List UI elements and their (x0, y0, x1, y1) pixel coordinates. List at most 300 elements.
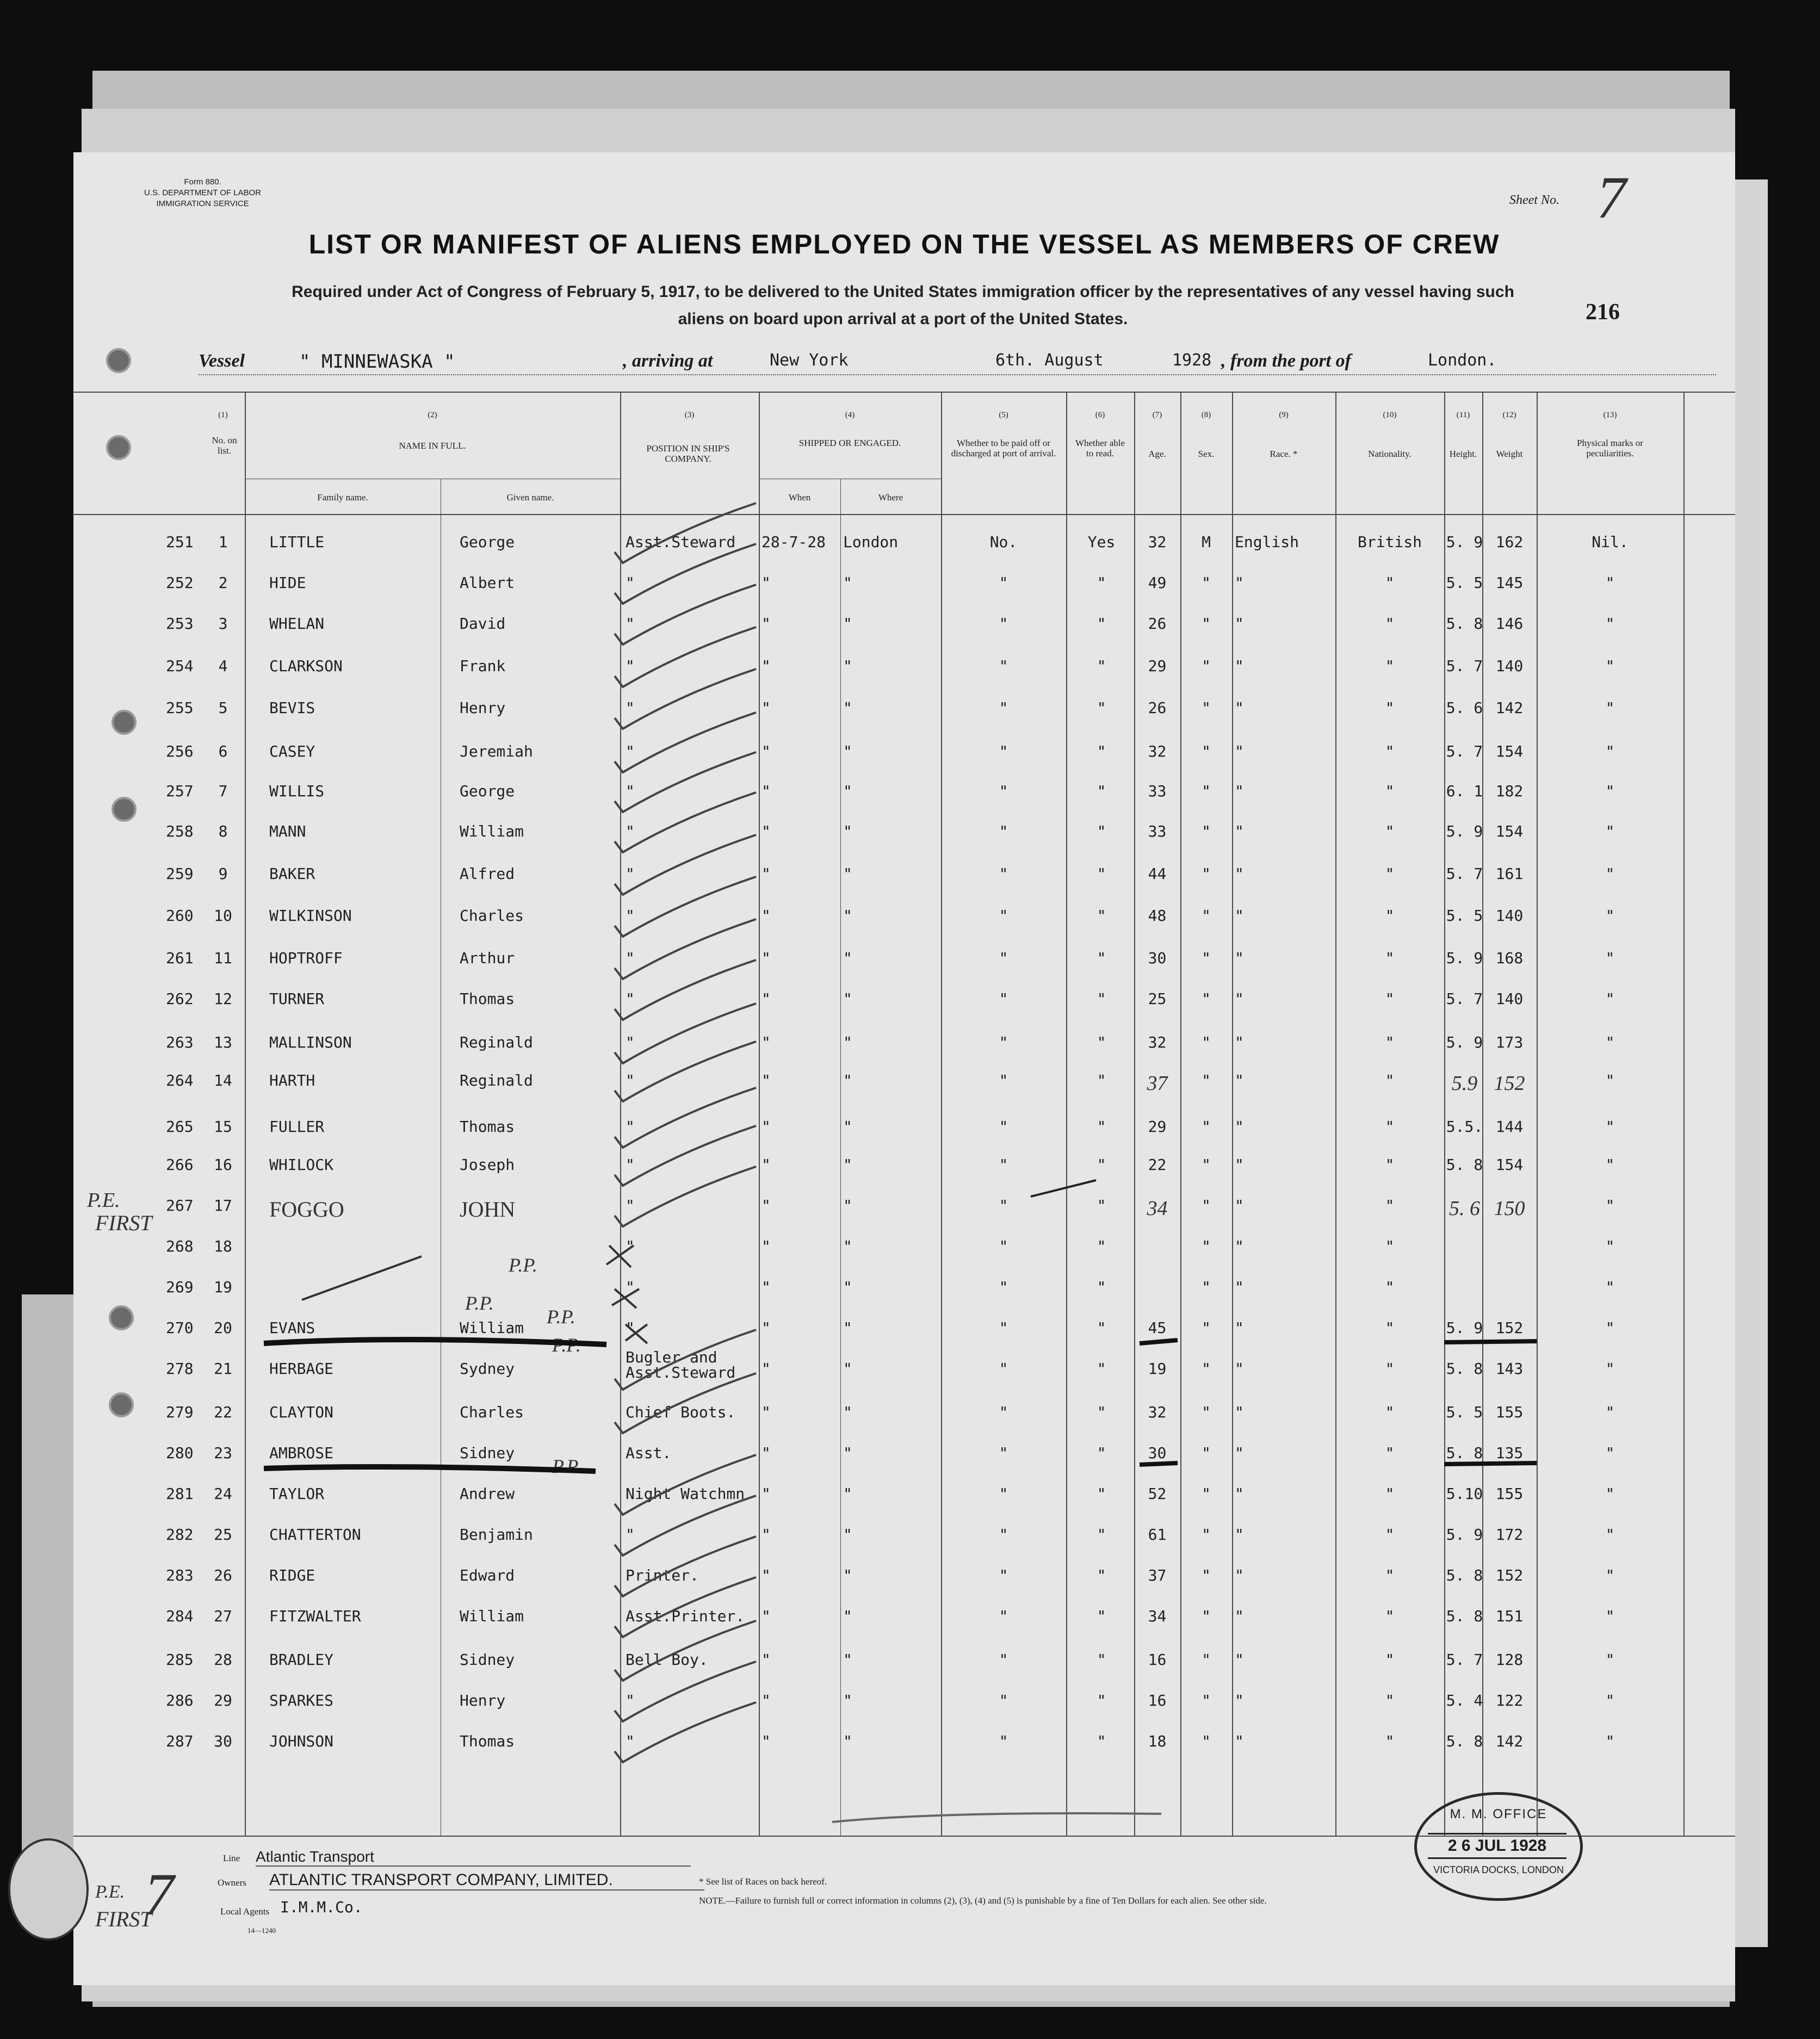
cell-height: 5. 7 (1446, 657, 1483, 675)
cell-position: " (626, 1197, 635, 1214)
check-mark (615, 1088, 756, 1148)
cell-sex: " (1202, 1071, 1211, 1089)
cell-nationality: " (1385, 1444, 1395, 1462)
punch-hole (106, 435, 131, 460)
cell-nationality: " (1385, 1237, 1395, 1255)
cell-where: " (843, 990, 852, 1008)
cell-when: " (762, 1732, 771, 1750)
cell-height: 5. 9 (1446, 949, 1483, 967)
cell-nationality: " (1385, 949, 1395, 967)
punch-hole (112, 797, 137, 822)
cell-when: " (762, 1526, 771, 1544)
cell-weight: 155 (1495, 1485, 1524, 1503)
cell-when: " (762, 1607, 771, 1625)
cell-sex: " (1202, 574, 1211, 592)
cell-nationality: " (1385, 742, 1395, 760)
manifest-sheet (73, 152, 1735, 1985)
cell-age: 26 (1148, 699, 1167, 717)
cell-given: Reginald (460, 1033, 533, 1051)
cell-where: " (843, 574, 852, 592)
col-header-family: Family name. (317, 492, 368, 503)
cell-race: " (1235, 1278, 1244, 1296)
cell-weight: 162 (1495, 533, 1524, 551)
cell-position: Asst.Steward (626, 533, 736, 551)
cell-paid: " (999, 1360, 1008, 1378)
cell-when: " (762, 1156, 771, 1174)
cell-age: 29 (1148, 657, 1167, 675)
cell-no: 14 (214, 1071, 232, 1089)
cell-nationality: " (1385, 657, 1395, 675)
cell-read: " (1097, 1071, 1106, 1089)
strike-ambrose (264, 1467, 596, 1471)
cell-age: 44 (1148, 865, 1167, 883)
sheet-number-label: Sheet No. (1509, 193, 1559, 207)
cancel-note: P.P. (509, 1254, 537, 1276)
col-header-nationality: Nationality. (1368, 449, 1412, 459)
cell-paid: " (999, 1566, 1008, 1584)
col-number: (3) (684, 411, 695, 419)
cell-paid: " (999, 657, 1008, 675)
cell-family: CLAYTON (269, 1403, 334, 1421)
cell-family: JOHNSON (269, 1732, 334, 1750)
handwritten-marks (73, 152, 1735, 1985)
cell-position: " (626, 865, 635, 883)
arrival-port: New York (770, 351, 849, 370)
cell-no: 26 (214, 1566, 232, 1584)
cell-read: " (1097, 1319, 1106, 1337)
margin-note: P.E. (87, 1189, 120, 1212)
cell-nationality: " (1385, 1691, 1395, 1709)
cell-given: Alfred (460, 865, 515, 883)
cell-family: CLARKSON (269, 657, 343, 675)
cell-age: 61 (1148, 1526, 1167, 1544)
cell-read: " (1097, 949, 1106, 967)
cell-no: 3 (218, 615, 228, 633)
cell-marks: " (1605, 1403, 1615, 1421)
col-header-marks: Physical marks or peculiarities. (1577, 438, 1643, 458)
cell-read: " (1097, 1526, 1106, 1544)
cell-position: Bell Boy. (626, 1651, 708, 1669)
serial-number: 270 (166, 1319, 194, 1337)
cell-read: " (1097, 574, 1106, 592)
cell-no: 21 (214, 1360, 232, 1378)
cell-when: " (762, 742, 771, 760)
cell-given: William (460, 822, 524, 840)
cross-mark (626, 1324, 647, 1343)
col-header-read: Whether able to read. (1075, 438, 1125, 458)
cell-no: 9 (218, 865, 228, 883)
cell-marks: " (1605, 1278, 1615, 1296)
cell-age: 19 (1148, 1360, 1167, 1378)
punch-hole (112, 710, 137, 735)
consul-seal (8, 1838, 89, 1941)
cell-given: Thomas (460, 1732, 515, 1750)
cell-race: " (1235, 1691, 1244, 1709)
cell-marks: Nil. (1592, 533, 1629, 551)
cell-sex: " (1202, 1319, 1211, 1337)
cell-given: William (460, 1319, 524, 1337)
cell-no: 27 (214, 1607, 232, 1625)
cell-where: " (843, 1197, 852, 1214)
cell-weight: 142 (1495, 699, 1524, 717)
cell-weight: 154 (1495, 742, 1524, 760)
cell-position: Bugler and Asst.Steward (626, 1348, 736, 1381)
owners-label: Owners (218, 1877, 246, 1888)
serial-number: 284 (166, 1607, 194, 1625)
cell-where: " (843, 822, 852, 840)
stamp-top: M. M. OFFICE (1450, 1807, 1547, 1821)
cell-position: " (626, 1732, 635, 1750)
cell-race: " (1235, 822, 1244, 840)
cell-sex: " (1202, 907, 1211, 925)
cell-family: BRADLEY (269, 1651, 334, 1669)
cell-age: 16 (1148, 1691, 1167, 1709)
cell-paid: " (999, 1197, 1008, 1214)
cell-paid: " (999, 949, 1008, 967)
cell-nationality: " (1385, 1360, 1395, 1378)
cell-age: 32 (1148, 1033, 1167, 1051)
cell-read: " (1097, 615, 1106, 633)
serial-number: 256 (166, 742, 194, 760)
cell-age: 37 (1147, 1072, 1168, 1095)
cell-when: " (762, 1118, 771, 1136)
cell-where: London (843, 533, 899, 551)
cell-age: 33 (1148, 782, 1167, 800)
cell-height: 5. 7 (1446, 1651, 1483, 1669)
cell-race: " (1235, 1156, 1244, 1174)
cell-race: " (1235, 1319, 1244, 1337)
cell-when: " (762, 615, 771, 633)
cell-position: " (626, 1691, 635, 1709)
line-label: Line (223, 1853, 240, 1863)
cell-read: " (1097, 1566, 1106, 1584)
serial-number: 280 (166, 1444, 194, 1462)
cell-family: MANN (269, 822, 306, 840)
cell-paid: " (999, 1485, 1008, 1503)
cell-family: MALLINSON (269, 1033, 352, 1051)
cell-no: 24 (214, 1485, 232, 1503)
serial-number: 265 (166, 1118, 194, 1136)
cell-sex: " (1202, 1607, 1211, 1625)
cell-height: 5. 9 (1446, 533, 1483, 551)
cell-marks: " (1605, 1526, 1615, 1544)
cell-height: 5. 9 (1446, 822, 1483, 840)
cell-family: FITZWALTER (269, 1607, 361, 1625)
cell-given: George (460, 782, 515, 800)
cell-height: 5. 5 (1446, 574, 1483, 592)
cell-family: RIDGE (269, 1566, 315, 1584)
cell-height: 5. 8 (1446, 1156, 1483, 1174)
cell-sex: " (1202, 699, 1211, 717)
cell-given: Joseph (460, 1156, 515, 1174)
cell-family: TAYLOR (269, 1485, 325, 1503)
serial-number: 260 (166, 907, 194, 925)
col-number: (2) (428, 411, 437, 419)
cell-marks: " (1605, 1197, 1615, 1214)
form-number: Form 880. (184, 177, 221, 187)
inspector-signature (832, 1813, 1161, 1822)
serial-number: 266 (166, 1156, 194, 1174)
cell-race: " (1235, 742, 1244, 760)
cell-height: 5. 8 (1446, 615, 1483, 633)
cell-age: 25 (1148, 990, 1167, 1008)
cell-when: " (762, 782, 771, 800)
cell-race: " (1235, 865, 1244, 883)
punch-hole (109, 1392, 134, 1417)
cell-when: " (762, 1071, 771, 1089)
cell-age: 33 (1148, 822, 1167, 840)
cell-race: " (1235, 1566, 1244, 1584)
cell-position: Asst.Printer. (626, 1607, 745, 1625)
serial-number: 283 (166, 1566, 194, 1584)
cell-where: " (843, 1033, 852, 1051)
cell-given: George (460, 533, 515, 551)
cell-marks: " (1605, 907, 1615, 925)
cell-sex: " (1202, 1403, 1211, 1421)
cell-nationality: " (1385, 1403, 1395, 1421)
cell-weight: 154 (1495, 822, 1524, 840)
cell-position: " (626, 615, 635, 633)
vessel-label: Vessel (199, 351, 245, 371)
cell-paid: " (999, 865, 1008, 883)
cell-nationality: " (1385, 907, 1395, 925)
check-mark (615, 1536, 756, 1596)
cell-given: Arthur (460, 949, 515, 967)
cell-age: 52 (1148, 1485, 1167, 1503)
cell-where: " (843, 1566, 852, 1584)
col-number: (5) (999, 411, 1008, 419)
col-header-height: Height. (1449, 449, 1477, 459)
cell-marks: " (1605, 574, 1615, 592)
cell-read: " (1097, 907, 1106, 925)
col-header-position: POSITION IN SHIP'S COMPANY. (646, 443, 730, 464)
cell-family: HIDE (269, 574, 306, 592)
cell-where: " (843, 1319, 852, 1337)
cell-sex: " (1202, 1485, 1211, 1503)
cell-weight: 135 (1495, 1444, 1524, 1462)
col-number: (4) (845, 411, 855, 419)
cell-paid: " (999, 1156, 1008, 1174)
cell-sex: " (1202, 1360, 1211, 1378)
cell-read: " (1097, 1607, 1106, 1625)
cell-marks: " (1605, 699, 1615, 717)
document-title: LIST OR MANIFEST OF ALIENS EMPLOYED ON THE VESSEL AS MEMBERS OF CREW (308, 229, 1500, 259)
cell-given: David (460, 615, 506, 633)
cell-paid: " (999, 1071, 1008, 1089)
cell-when: " (762, 1651, 771, 1669)
cell-when: " (762, 1485, 771, 1503)
races-note: * See list of Races on back hereof. (699, 1876, 827, 1887)
cell-race: " (1235, 1360, 1244, 1378)
cell-where: " (843, 1444, 852, 1462)
cell-sex: " (1202, 1732, 1211, 1750)
serial-number: 269 (166, 1278, 194, 1296)
cell-given: Jeremiah (460, 742, 533, 760)
cell-position: Printer. (626, 1566, 699, 1584)
from-port-label: , from the port of (1221, 351, 1351, 371)
cell-read: " (1097, 742, 1106, 760)
cell-where: " (843, 1691, 852, 1709)
cell-height: 5.10 (1446, 1485, 1483, 1503)
cell-no: 20 (214, 1319, 232, 1337)
cell-sex: " (1202, 1033, 1211, 1051)
cell-sex: " (1202, 865, 1211, 883)
cell-position: " (626, 657, 635, 675)
cell-nationality: " (1385, 822, 1395, 840)
cell-marks: " (1605, 742, 1615, 760)
cell-race: " (1235, 782, 1244, 800)
cell-paid: " (999, 1732, 1008, 1750)
arrival-date: 6th. August (995, 351, 1104, 370)
cell-family: TURNER (269, 990, 325, 1008)
cell-height: 5. 5 (1446, 907, 1483, 925)
cell-position: " (626, 1237, 635, 1255)
cell-nationality: " (1385, 1732, 1395, 1750)
cell-where: " (843, 1071, 852, 1089)
cell-marks: " (1605, 657, 1615, 675)
cell-age: 32 (1148, 742, 1167, 760)
cell-nationality: " (1385, 1197, 1395, 1214)
cell-family: HARTH (269, 1071, 315, 1089)
cell-where: " (843, 1237, 852, 1255)
check-marks (615, 503, 756, 1762)
cell-height: 5. 6 (1446, 699, 1483, 717)
cell-where: " (843, 1278, 852, 1296)
cell-height: 5. 7 (1446, 742, 1483, 760)
cell-where: " (843, 782, 852, 800)
cell-sex: " (1202, 657, 1211, 675)
cell-where: " (843, 1403, 852, 1421)
cell-given: Henry (460, 1691, 506, 1709)
cell-height: 5.5. (1446, 1118, 1483, 1136)
serial-number: 255 (166, 699, 194, 717)
cell-marks: " (1605, 1360, 1615, 1378)
cell-no: 12 (214, 990, 232, 1008)
col-header-given: Given name. (506, 492, 554, 503)
dash-mark (1031, 1180, 1096, 1197)
cell-when: " (762, 907, 771, 925)
cell-where: " (843, 949, 852, 967)
cell-nationality: " (1385, 1566, 1395, 1584)
check-mark (615, 1042, 756, 1101)
cell-read: " (1097, 1156, 1106, 1174)
cell-position: " (626, 1319, 635, 1337)
cell-marks: " (1605, 1071, 1615, 1089)
cell-age: 32 (1148, 533, 1167, 551)
cell-marks: " (1605, 1732, 1615, 1750)
cell-race: " (1235, 949, 1244, 967)
cell-weight: 143 (1495, 1360, 1524, 1378)
serial-number: 261 (166, 949, 194, 967)
cell-read: " (1097, 990, 1106, 1008)
cell-no: 4 (218, 657, 228, 675)
col-header-age: Age. (1148, 449, 1166, 459)
col-number: (13) (1603, 411, 1617, 419)
cell-given: William (460, 1607, 524, 1625)
cell-when: " (762, 657, 771, 675)
check-mark (615, 752, 756, 812)
col-header-sex: Sex. (1198, 449, 1215, 459)
cell-paid: " (999, 699, 1008, 717)
cell-sex: " (1202, 822, 1211, 840)
cell-weight: 140 (1495, 657, 1524, 675)
cell-position: " (626, 1156, 635, 1174)
cell-paid: " (999, 574, 1008, 592)
cell-family: WHELAN (269, 615, 325, 633)
departure-port: London. (1428, 351, 1497, 370)
serial-number: 251 (166, 533, 194, 551)
cell-marks: " (1605, 865, 1615, 883)
cell-weight: 155 (1495, 1403, 1524, 1421)
cell-nationality: " (1385, 782, 1395, 800)
cell-position: Chief Boots. (626, 1403, 736, 1421)
cell-height: 5. 8 (1446, 1444, 1483, 1462)
cell-family: HERBAGE (269, 1360, 334, 1378)
cell-nationality: " (1385, 615, 1395, 633)
cell-height: 5. 8 (1446, 1607, 1483, 1625)
cell-position: " (626, 1071, 635, 1089)
col-header-where: Where (878, 492, 903, 503)
cell-given: Reginald (460, 1071, 533, 1089)
cell-age: 26 (1148, 615, 1167, 633)
cell-read: " (1097, 865, 1106, 883)
cell-sex: " (1202, 1197, 1211, 1214)
cell-read: " (1097, 822, 1106, 840)
cell-age: 30 (1148, 949, 1167, 967)
cell-position: " (626, 990, 635, 1008)
cell-age: 32 (1148, 1403, 1167, 1421)
cell-given: Andrew (460, 1485, 515, 1503)
agents-label: Local Agents (220, 1906, 270, 1917)
punch-hole (106, 348, 131, 373)
col-header-paid-off: Whether to be paid off or discharged at port of arrival. (951, 438, 1056, 458)
cell-position: " (626, 742, 635, 760)
cell-where: " (843, 1732, 852, 1750)
cell-position: " (626, 1278, 635, 1296)
cell-nationality: " (1385, 1118, 1395, 1136)
cell-when: " (762, 949, 771, 967)
cell-when: " (762, 1197, 771, 1214)
cell-sex: " (1202, 1156, 1211, 1174)
cancel-note: P.P. (552, 1455, 581, 1477)
cell-age: 48 (1148, 907, 1167, 925)
check-mark (615, 1167, 756, 1226)
cell-position: Night Watchmn (626, 1485, 745, 1503)
cell-paid: No. (989, 533, 1018, 551)
cell-sex: " (1202, 742, 1211, 760)
cancel-note: P.P. (547, 1306, 575, 1328)
cell-nationality: " (1385, 1319, 1395, 1337)
cell-family: EVANS (269, 1319, 315, 1337)
cell-no: 1 (218, 533, 228, 551)
cell-when: " (762, 1566, 771, 1584)
cell-family: WILKINSON (269, 907, 352, 925)
cell-read: " (1097, 1197, 1106, 1214)
check-mark (615, 1455, 756, 1515)
serial-number: 263 (166, 1033, 194, 1051)
cell-sex: " (1202, 990, 1211, 1008)
cell-no: 13 (214, 1033, 232, 1051)
cell-family: FULLER (269, 1118, 325, 1136)
cell-where: " (843, 865, 852, 883)
cell-paid: " (999, 1118, 1008, 1136)
cell-no: 7 (218, 782, 228, 800)
cell-race: " (1235, 990, 1244, 1008)
col-header-weight: Weight (1496, 449, 1523, 459)
cell-given: Charles (460, 907, 524, 925)
cell-sex: " (1202, 1444, 1211, 1462)
cell-no: 16 (214, 1156, 232, 1174)
